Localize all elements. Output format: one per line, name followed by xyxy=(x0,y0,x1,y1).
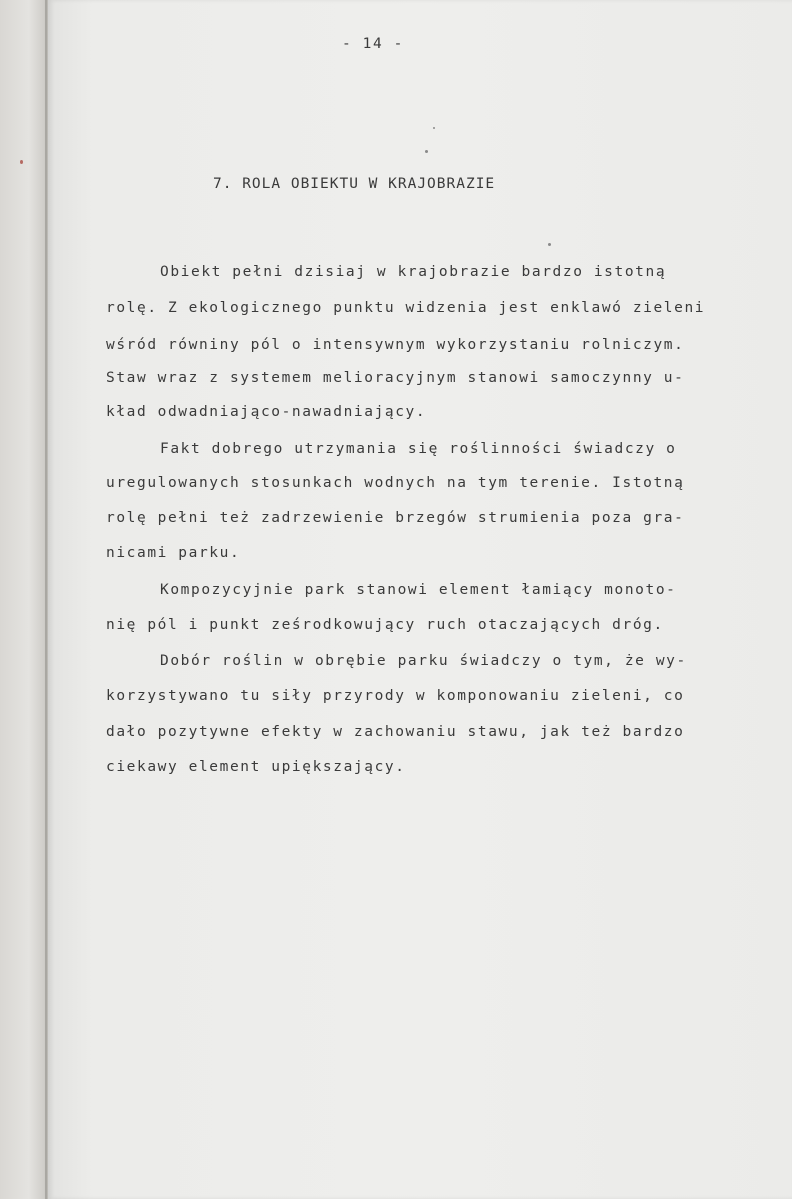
text-line: Dobór roślin w obrębie parku świadczy o tym, że wy- xyxy=(160,653,687,669)
text-line: nię pól i punkt ześrodkowujący ruch otaczających dróg. xyxy=(106,617,664,633)
paper-speck xyxy=(433,127,435,129)
text-line: wśród równiny pól o intensywnym wykorzystaniu rolniczym. xyxy=(106,337,685,353)
page-number: - 14 - xyxy=(342,36,404,52)
text-line: rolę pełni też zadrzewienie brzegów strumienia poza gra- xyxy=(106,510,685,526)
section-heading: 7. ROLA OBIEKTU W KRAJOBRAZIE xyxy=(213,176,496,192)
text-line: Obiekt pełni dzisiaj w krajobrazie bardzo istotną xyxy=(160,264,667,280)
text-line: Fakt dobrego utrzymania się roślinności świadczy o xyxy=(160,441,677,457)
text-line: kład odwadniająco-nawadniający. xyxy=(106,404,427,420)
text-line: rolę. Z ekologicznego punktu widzenia jest enklawó zieleni xyxy=(106,300,706,316)
paper-speck xyxy=(425,150,428,153)
text-line: nicami parku. xyxy=(106,545,241,561)
page-binding-edge xyxy=(0,0,48,1199)
paper-speck xyxy=(548,243,551,246)
ink-speck xyxy=(20,160,23,164)
text-line: Kompozycyjnie park stanowi element łamiący monoto- xyxy=(160,582,677,598)
text-line: ciekawy element upiększający. xyxy=(106,759,406,775)
text-line: Staw wraz z systemem melioracyjnym stanowi samoczynny u- xyxy=(106,370,685,386)
text-line: dało pozytywne efekty w zachowaniu stawu, jak też bardzo xyxy=(106,724,685,740)
page-binding-line xyxy=(45,0,47,1199)
text-line: korzystywano tu siły przyrody w komponowaniu zieleni, co xyxy=(106,688,685,704)
text-line: uregulowanych stosunkach wodnych na tym terenie. Istotną xyxy=(106,475,685,491)
